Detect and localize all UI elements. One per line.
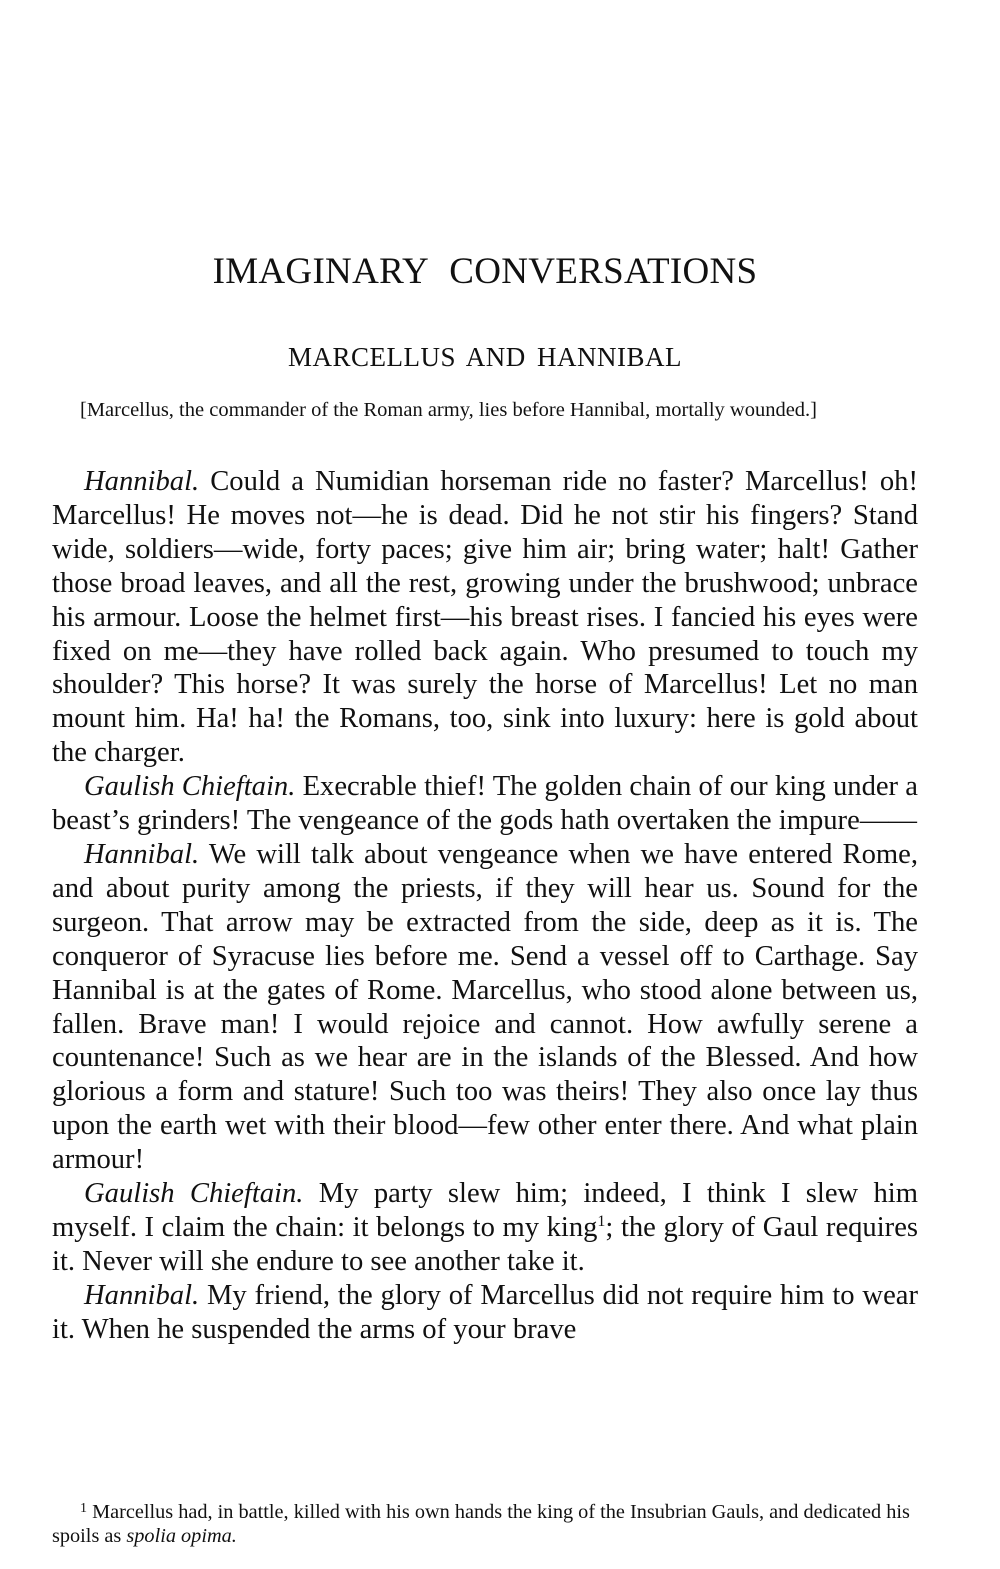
speech-text: My party slew him; indeed, I think I slew him myself. I claim the chain: it belongs to my king <box>52 1178 918 1243</box>
speech-text: My friend, the glory of Marcellus did not require him to wear it. When he suspended the arms of your brave <box>52 1279 918 1345</box>
speaker-name: Gaulish Chieftain. <box>84 771 296 803</box>
footnote-text: Marcellus had, in battle, killed with his own hands the king of the Insubrian Gauls, and dedicated his spoils as <box>52 1501 910 1547</box>
dialogue-paragraph <box>52 838 918 1177</box>
dialogue-paragraph <box>52 1279 918 1347</box>
dialogue-paragraph <box>52 770 918 838</box>
speech-text: We will talk about vengeance when we have entered Rome, and about purity among the priests, if they will hear us. Sound for the surgeon. That arrow may be extracted from the side, deep as it is. The conqueror of Syracuse lies before me. Send a vessel off to Carthage. Say Hannibal is at the gates of Rome. Marcellus, who stood alone between us, fallen. Brave man! I would rejoice and cannot. How awfully serene a countenance! Such as we hear are in the islands of the Blessed. And how glorious a form and stature! Such too was theirs! They also once lay thus upon the earth wet with their blood—few other enter there. And what plain armour! <box>52 838 919 1176</box>
footnote-italic-term: spolia opima. <box>126 1525 237 1547</box>
stage-direction: [Marcellus, the commander of the Roman army, lies before Hannibal, mortally wounded.] <box>80 399 818 421</box>
dialogue-paragraph <box>52 465 918 770</box>
book-page <box>52 0 918 1569</box>
speech-text: ; the glory of Gaul requires it. Never will she endure to see another take it. <box>52 1211 919 1277</box>
speaker-name: Gaulish Chieftain. <box>84 1178 304 1210</box>
speech-text: Could a Numidian horseman ride no faster? Marcellus! oh! Marcellus! He moves not—he is dead. Did he not stir his fingers? Stand wide, soldiers—wide, forty paces; give him air; bring water; halt! Gather those broad leaves, and all the rest, growing under the brushwood; unbrace his armour. Loose the helmet first—his breast rises. I fancied his eyes were fixed on me—they have rolled back again. Who presumed to touch my shoulder? This horse? It was surely the horse of Marcellus! Let no man mount him. Ha! ha! the Romans, too, sink into luxury: here is gold about the charger. <box>52 466 918 769</box>
dialogue-body <box>52 465 918 1347</box>
footnote <box>52 1497 918 1548</box>
dialogue-paragraph <box>52 1177 918 1279</box>
speaker-name: Hannibal. <box>84 838 200 870</box>
speaker-name: Hannibal. <box>84 466 200 497</box>
book-title: IMAGINARY CONVERSATIONS <box>212 251 758 292</box>
footnote-reference: 1 <box>597 1212 606 1230</box>
footnote-mark: 1 <box>80 1501 87 1516</box>
section-title: MARCELLUS AND HANNIBAL <box>287 342 682 372</box>
speech-text: Execrable thief! The golden chain of our king under a beast’s grinders! The vengeance of the gods hath overtaken the impure—— <box>52 771 918 837</box>
speaker-name: Hannibal. <box>84 1279 200 1311</box>
